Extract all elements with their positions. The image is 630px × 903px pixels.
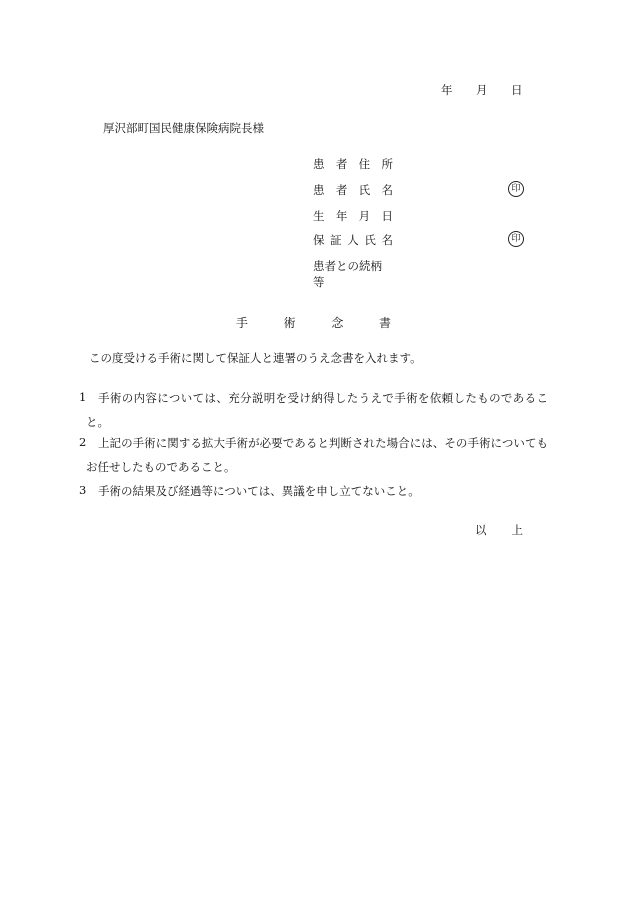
document-title: 手 術 念 書 xyxy=(236,316,391,330)
clause-1-line-2: と。 xyxy=(86,415,109,429)
year-label: 年 xyxy=(441,83,453,97)
closing-mark: 以 上 xyxy=(475,523,523,537)
field-patient-address-label: 患 者 住 所 xyxy=(313,157,393,171)
clause-2-line-2: お任せしたものであること。 xyxy=(86,460,236,474)
clause-1-number: 1 xyxy=(79,390,87,404)
clause-1-line-1: 手術の内容については、充分説明を受け納得したうえで手術を依頼したものであるこ xyxy=(98,391,548,405)
field-birthdate-label: 生 年 月 日 xyxy=(313,209,393,223)
month-label: 月 xyxy=(476,83,488,97)
patient-seal-icon: 印 xyxy=(508,181,524,197)
day-label: 日 xyxy=(511,83,523,97)
clause-2-number: 2 xyxy=(79,435,87,449)
guarantor-seal-icon: 印 xyxy=(508,231,524,247)
intro-paragraph: この度受ける手術に関して保証人と連署のうえ念書を入れます。 xyxy=(89,351,422,365)
field-guarantor-name-label: 保 証 人 氏 名 xyxy=(313,233,393,247)
addressee: 厚沢部町国民健康保険病院長様 xyxy=(103,121,264,135)
field-relationship-label: 患者との続柄等 xyxy=(313,259,382,289)
clause-3-number: 3 xyxy=(79,483,87,497)
clause-3-line-1: 手術の結果及び経過等については、異議を申し立てないこと。 xyxy=(98,484,420,498)
clause-2-line-1: 上記の手術に関する拡大手術が必要であると判断された場合には、その手術についても xyxy=(98,436,548,450)
field-patient-name-label: 患 者 氏 名 xyxy=(313,183,393,197)
